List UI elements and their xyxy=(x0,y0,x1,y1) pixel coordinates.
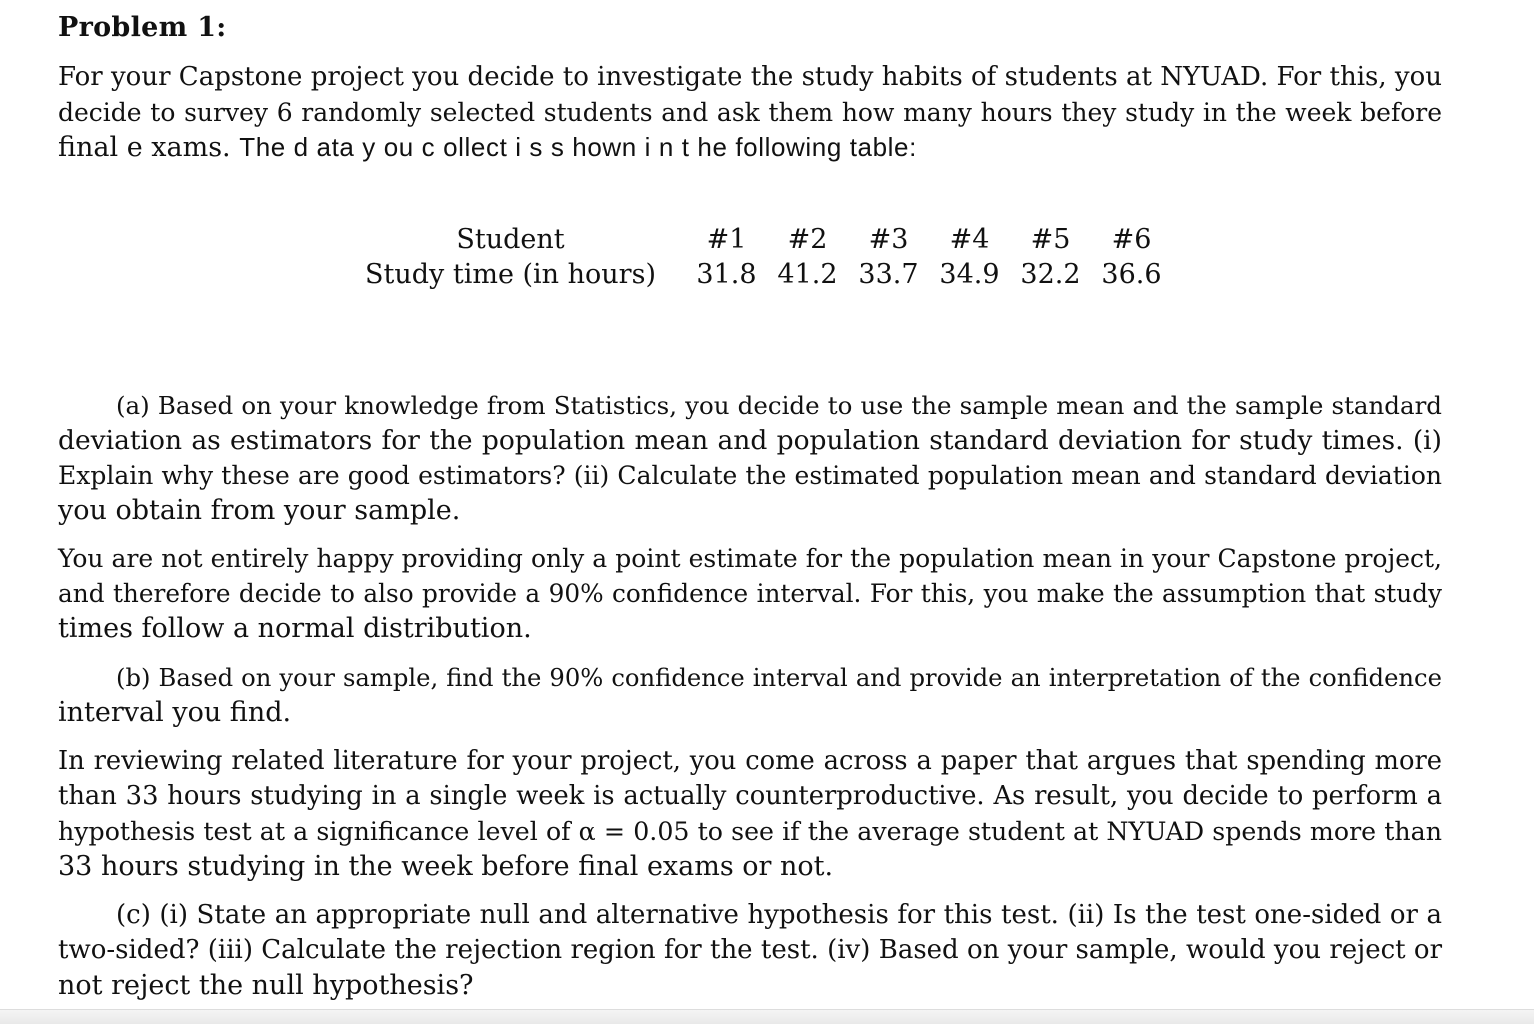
part-a-line-3: Explain why these are good estimators? (ii) Calculate the estimated population mean and standard deviation xyxy=(58,461,1442,490)
table-cell-student-4: #4 xyxy=(949,224,990,255)
table-row-hours xyxy=(365,257,1172,292)
table-cell-student-6: #6 xyxy=(1111,224,1152,255)
table-cell-hours-3: 33.7 xyxy=(858,259,919,290)
table-cell-student-2: #2 xyxy=(787,224,828,255)
table-cell-hours-4: 34.9 xyxy=(939,259,1000,290)
lit-line-2: than 33 hours studying in a single week is actually counterproductive. As result, you decide to perform a xyxy=(58,781,1442,811)
part-c-line-2: two-sided? (iii) Calculate the rejection region for the test. (iv) Based on your sample, would you reject or xyxy=(58,935,1442,965)
literature-paragraph xyxy=(58,744,1442,884)
problem-title: Problem 1: xyxy=(58,12,227,43)
table-row-students xyxy=(365,222,1172,257)
lit-line-1: In reviewing related literature for your project, you come across a paper that argues that spending more xyxy=(58,746,1442,776)
part-b-line-2: interval you find. xyxy=(58,697,292,728)
table-cell-hours-6: 36.6 xyxy=(1101,259,1162,290)
ci-line-3: times follow a normal distribution. xyxy=(58,613,532,644)
part-c-line-1: (c) (i) State an appropriate null and alternative hypothesis for this test. (ii) Is the test one-sided or a xyxy=(116,900,1442,930)
table-label-student: Student xyxy=(456,224,565,255)
part-c-line-3: not reject the null hypothesis? xyxy=(58,970,474,1001)
intro-line-2: decide to survey 6 randomly selected students and ask them how many hours they study in the week before xyxy=(58,98,1442,127)
part-a-line-1: (a) Based on your knowledge from Statistics, you decide to use the sample mean and the sample standard xyxy=(116,391,1442,420)
table-cell-hours-1: 31.8 xyxy=(696,259,757,290)
ci-paragraph xyxy=(58,541,1442,646)
intro-line-3 xyxy=(58,130,1442,165)
intro-paragraph xyxy=(58,60,1442,165)
part-a-paragraph xyxy=(58,388,1442,528)
table-cell-student-5: #5 xyxy=(1030,224,1071,255)
ci-line-2: and therefore decide to also provide a 90% confidence interval. For this, you make the assumption that study xyxy=(58,579,1442,608)
table-label-study-time: Study time (in hours) xyxy=(365,259,656,290)
table-cell-hours-5: 32.2 xyxy=(1020,259,1081,290)
ci-line-1: You are not entirely happy providing only a point estimate for the population mean in your Capstone project, xyxy=(58,544,1442,573)
part-a-line-2: deviation as estimators for the population mean and population standard deviation for study times. (i) xyxy=(58,425,1442,456)
intro-line-3-part1: final e xams. xyxy=(58,132,240,163)
bottom-edge-bar xyxy=(0,1009,1534,1024)
part-b-paragraph xyxy=(58,660,1442,730)
lit-line-4: 33 hours studying in the week before final exams or not. xyxy=(58,851,834,882)
lit-line-3: hypothesis test at a significance level of α = 0.05 to see if the average student at NYUAD spends more than xyxy=(58,817,1442,846)
table-cell-student-3: #3 xyxy=(868,224,909,255)
intro-line-3-part2: The d ata y ou c ollect i s s hown i n t he following table: xyxy=(239,132,917,162)
table-cell-student-1: #1 xyxy=(706,224,747,255)
part-a-line-4: you obtain from your sample. xyxy=(58,495,461,526)
table-cell-hours-2: 41.2 xyxy=(777,259,838,290)
part-c-paragraph xyxy=(58,898,1442,1003)
study-time-table xyxy=(365,222,1172,292)
part-b-line-1: (b) Based on your sample, find the 90% confidence interval and provide an interpretation of the confidence xyxy=(116,663,1442,692)
intro-line-1: For your Capstone project you decide to investigate the study habits of students at NYUAD. For this, you xyxy=(58,62,1442,92)
